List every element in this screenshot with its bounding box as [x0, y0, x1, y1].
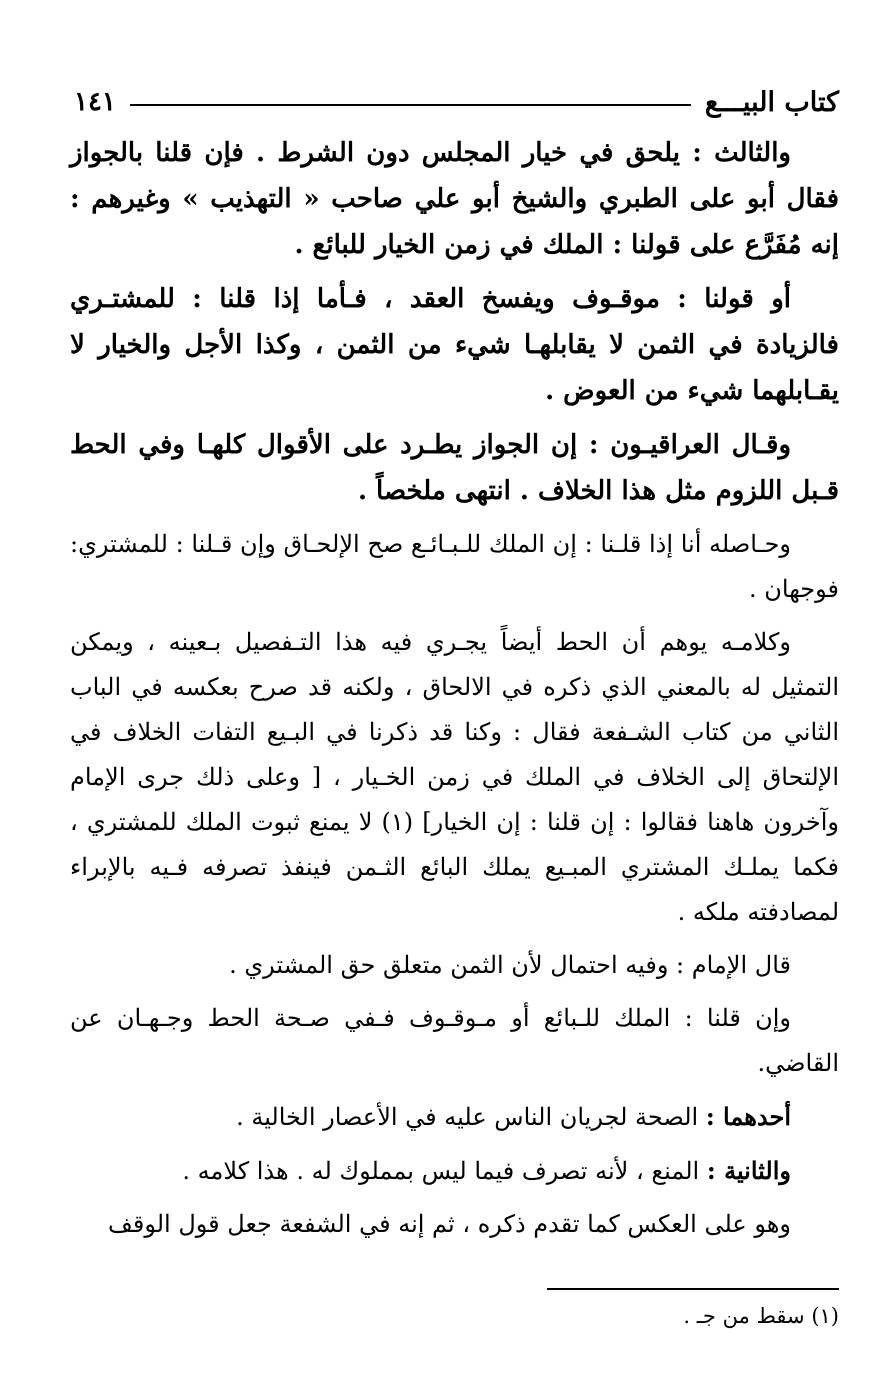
paragraph-text: وقـال العراقيـون : إن الجواز يطـرد على الأقوال كلهـا وفي الحط قـبل اللزوم مثل هذا الخلاف . انتهى ملخصاً . — [70, 430, 839, 506]
paragraph-text: الصحة لجريان الناس عليه في الأعصار الخالية . — [236, 1103, 706, 1131]
paragraph-text: وحـاصله أنا إذا قلـنا : إن الملك للـبـائـع صح الإلحـاق وإن قـلنا : للمشتري: فوجهان . — [70, 530, 839, 603]
paragraph-9 — [70, 1148, 839, 1194]
page-body — [70, 130, 839, 1255]
footnote-text: (١) سقط من جـ . — [683, 1304, 839, 1328]
paragraph-lead: والثانية : — [706, 1156, 791, 1185]
paragraph-text: وكلامـه يوهم أن الحط أيضاً يجـري فيه هذا التـفصيل بـعينه ، ويمكن التمثيل له بالمعني الذي ذكره في الالحاق ، ولكنه قد صرح بعكسه في الباب الثاني من كتاب الشـفعة فقال : وكنا قد ذكرنا في البـيع التفات الخلاف في الإلتحاق إلى الخلاف في الملك في زمن الخـيار ، [ وعلى ذلك جرى الإمام وآخرون هاهنا فقالوا : إن قلنا : إن الخيار] (١) لا يمنع ثبوت الملك للمشتري ، فكما يملـك المشتري المبـيع يملك البائع الثـمن فينفذ تصرفه فـيه بالإبراء لمصادفته ملكه . — [70, 628, 839, 926]
paragraph-7 — [70, 996, 839, 1086]
paragraph-10 — [70, 1202, 839, 1247]
book-chapter-title: كتاب البيـــع — [704, 86, 839, 118]
paragraph-6 — [70, 943, 839, 988]
paragraph-8 — [70, 1094, 839, 1140]
paragraph-text: أو قولنا : موقـوف ويفسخ العقد ، فـأما إذا قلنا : للمشتـري فالزيادة في الثمن لا يقابلهـا شيء من الثمن ، وكذا الأجل والخيار لا يقـابلهما شيء من العوض . — [70, 284, 839, 406]
paragraph-5 — [70, 620, 839, 935]
paragraph-text: وهو على العكس كما تقدم ذكره ، ثم إنه في الشفعة جعل قول الوقف — [108, 1210, 791, 1238]
paragraph-text: قال الإمام : وفيه احتمال لأن الثمن متعلق حق المشتري . — [229, 951, 791, 979]
paragraph-text: والثالث : يلحق في خيار المجلس دون الشرط . فإن قلنا بالجواز فقال أبو على الطبري والشيخ أبو علي صاحب « التهذيب » وغيرهم : إنه مُفَرَّع على قولنا : الملك في زمن الخيار للبائع . — [70, 138, 839, 260]
paragraph-3 — [70, 422, 839, 514]
paragraph-text: المنع ، لأنه تصرف فيما ليس بمملوك له . هذا كلامه . — [182, 1157, 707, 1185]
page-number: ١٤١ — [74, 87, 116, 117]
footnote — [400, 1300, 839, 1332]
paragraph-4 — [70, 522, 839, 612]
paragraph-2 — [70, 276, 839, 414]
page-header — [74, 82, 839, 122]
paragraph-1 — [70, 130, 839, 268]
footnote-rule — [547, 1288, 839, 1290]
header-rule — [130, 104, 691, 106]
paragraph-lead: أحدهما : — [705, 1102, 791, 1131]
paragraph-text: وإن قلنا : الملك للـبائع أو مـوقـوف فـفي صـحة الحط وجـهـان عن القاضي. — [70, 1004, 839, 1077]
